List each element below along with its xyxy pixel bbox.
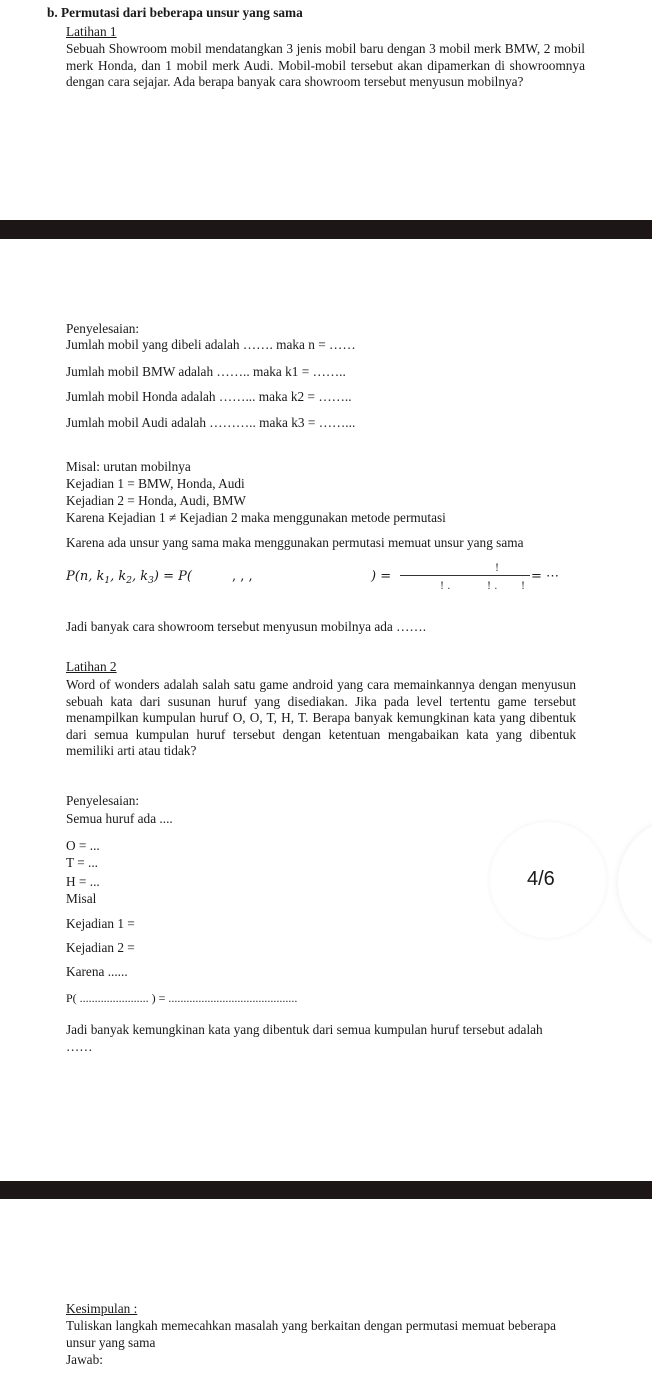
solution-line: Jumlah mobil yang dibeli adalah ……. maka n = …… <box>66 337 356 352</box>
reason-line: Karena ada unsur yang sama maka menggunakan permutasi memuat unsur yang sama <box>66 535 524 550</box>
formula-lhs: P(n, k <box>66 569 105 584</box>
formula-result: = ⋯ <box>531 569 560 584</box>
solution-line: Jumlah mobil Honda adalah ……... maka k2 = …….. <box>66 389 352 404</box>
section-heading: b. Permutasi dari beberapa unsur yang sama <box>47 5 303 20</box>
event-line: Kejadian 2 = <box>66 940 135 955</box>
event-line: Kejadian 2 = Honda, Audi, BMW <box>66 493 246 508</box>
total-letters: Semua huruf ada .... <box>66 811 173 826</box>
formula-denominator: ! <box>521 581 526 592</box>
divider-bar-top <box>0 220 652 239</box>
latihan-2-answer-label: Penyelesaian: <box>66 793 140 808</box>
event-line: Kejadian 1 = <box>66 916 135 931</box>
formula-sep: , k <box>131 569 149 584</box>
latihan-1-title: Latihan 1 <box>66 24 117 39</box>
latihan-2-conclusion-blank: …… <box>66 1039 93 1054</box>
formula-sep: , k <box>110 569 127 584</box>
formula-denominator: ! . <box>487 581 498 592</box>
reason-line: Karena ...... <box>66 964 128 979</box>
latihan-1-answer-label: Penyelesaian: <box>66 321 140 336</box>
example-label: Misal: urutan mobilnya <box>66 459 191 474</box>
fraction-line <box>400 575 530 576</box>
letter-count: O = ... <box>66 838 100 853</box>
latihan-2-conclusion: Jadi banyak kemungkinan kata yang dibentuk dari semua kumpulan huruf tersebut adalah <box>66 1022 543 1037</box>
kesimpulan-text: Tuliskan langkah memecahkan masalah yang berkaitan dengan permutasi memuat beberapa unsur yang sama <box>66 1318 556 1350</box>
latihan-2-question: Word of wonders adalah salah satu game android yang cara memainkannya dengan menyusun sebuah kata dari susunan huruf yang disediakan. Jika pada level tertentu game tersebut menampilkan kumpulan huruf O, O, T, H, T. Berapa banyak kemungkinan kata yang dibentuk dari semua kumpulan huruf tersebut dengan ketentuan mengabaikan kata yang dibentuk memiliki arti atau tidak? <box>66 677 576 759</box>
solution-line: Jumlah mobil Audi adalah ……….. maka k3 = ……... <box>66 415 356 430</box>
solution-line: Jumlah mobil BMW adalah …….. maka k1 = …….. <box>66 364 346 379</box>
formula-sub: 1 <box>104 576 111 586</box>
formula-numerator: ! <box>495 563 500 574</box>
formula-denominator: ! . <box>440 581 451 592</box>
permutation-formula-blank: P( ....................... ) = ........................................... <box>66 991 298 1005</box>
divider-bar-bottom <box>0 1181 652 1199</box>
permutation-formula <box>66 569 192 589</box>
latihan-1-conclusion: Jadi banyak cara showroom tersebut menyusun mobilnya ada ……. <box>66 619 427 634</box>
scroll-next-button[interactable] <box>618 818 652 948</box>
kesimpulan-answer-label: Jawab: <box>66 1352 103 1367</box>
formula-sub: 3 <box>148 576 154 586</box>
formula-eq-open: ) = P( <box>153 569 192 584</box>
formula-sub: 2 <box>126 576 132 586</box>
letter-count: T = ... <box>66 855 99 870</box>
page-indicator: 4/6 <box>527 868 555 890</box>
event-line: Kejadian 1 = BMW, Honda, Audi <box>66 476 245 491</box>
formula-commas: , , , <box>232 569 253 584</box>
kesimpulan-title: Kesimpulan : <box>66 1301 138 1316</box>
latihan-2-title: Latihan 2 <box>66 659 117 674</box>
reason-line: Karena Kejadian 1 ≠ Kejadian 2 maka menggunakan metode permutasi <box>66 510 446 525</box>
example-label: Misal <box>66 891 97 906</box>
latihan-1-question: Sebuah Showroom mobil mendatangkan 3 jenis mobil baru dengan 3 mobil merk BMW, 2 mobil merk Honda, dan 1 mobil merk Audi. Mobil-mobil tersebut akan dipamerkan di showroomnya dengan cara sejajar. Ada berapa banyak cara showroom tersebut menyusun mobilnya? <box>66 41 585 90</box>
letter-count: H = ... <box>66 874 100 889</box>
formula-close: ) = <box>371 569 392 584</box>
